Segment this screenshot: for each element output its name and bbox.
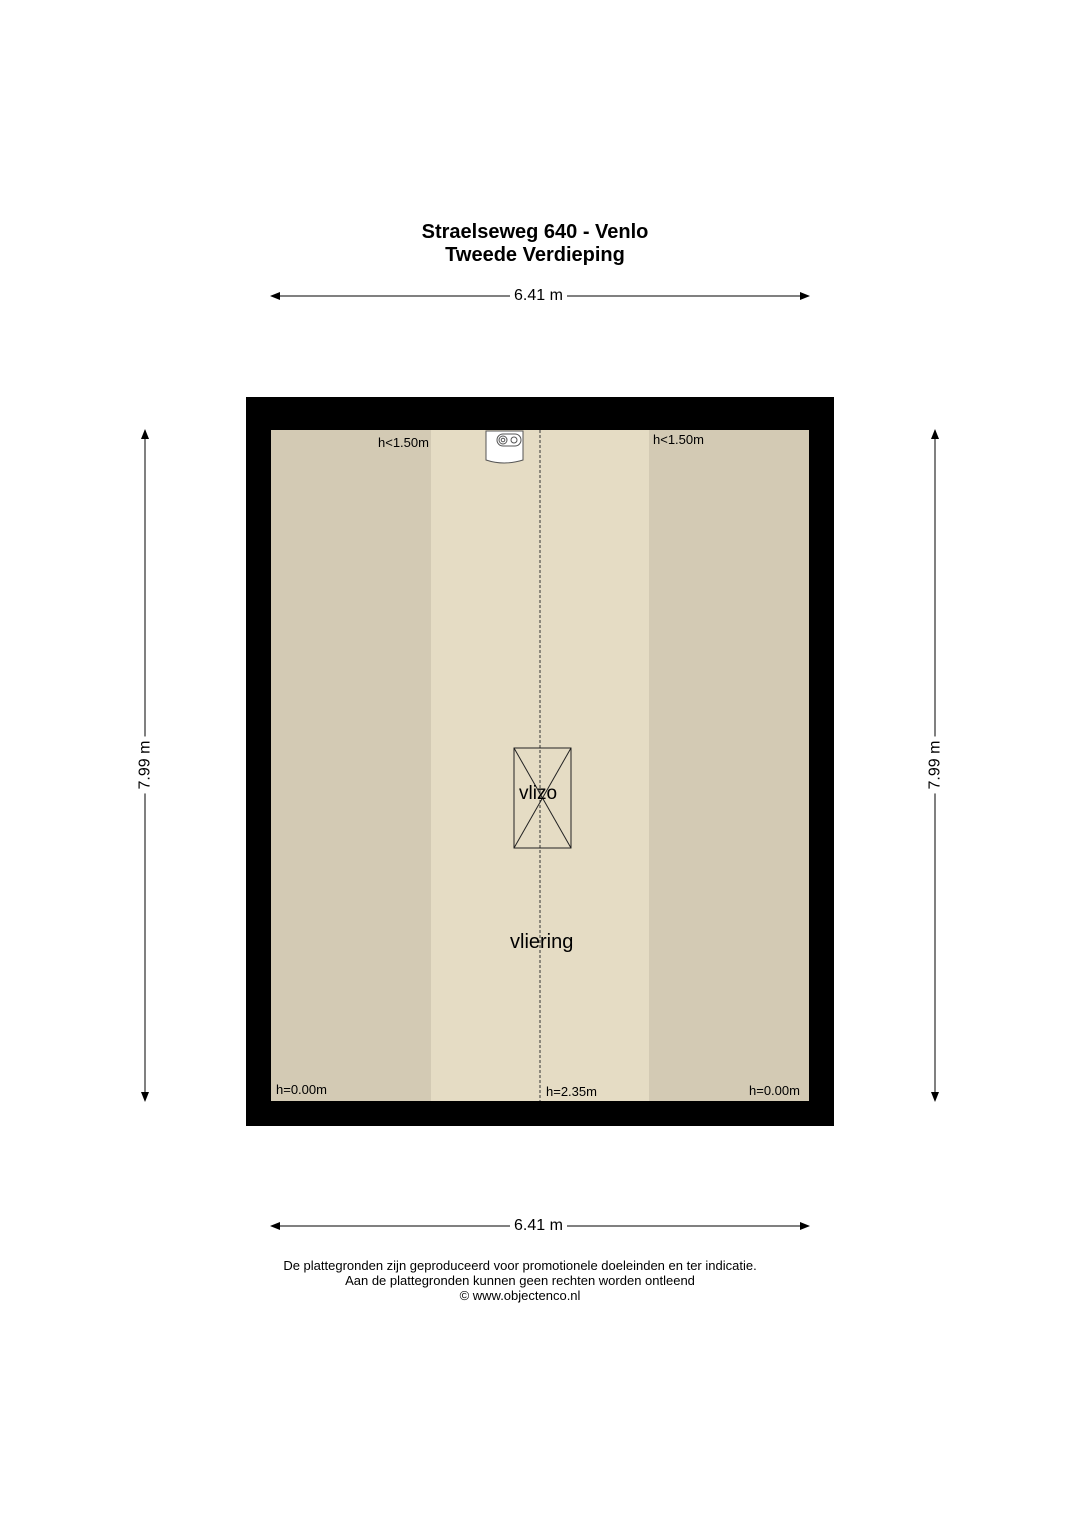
boiler-icon — [486, 431, 523, 463]
ceiling-height-bottom-right: h=0.00m — [749, 1083, 800, 1098]
ceiling-height-top-right: h<1.50m — [653, 432, 704, 447]
ceiling-height-bottom-left: h=0.00m — [276, 1082, 327, 1097]
disclaimer-line-1: De plattegronden zijn geproduceerd voor promotionele doeleinden en ter indicatie. — [283, 1258, 757, 1273]
floor-title: Tweede Verdieping — [445, 244, 625, 266]
right-height-label: 7.99 m — [926, 737, 944, 794]
disclaimer-line-2: Aan de plattegronden kunnen geen rechten worden ontleend — [345, 1273, 695, 1288]
room-label-vliering: vliering — [510, 931, 574, 953]
left-height-label: 7.99 m — [136, 737, 154, 794]
top-width-label: 6.41 m — [510, 287, 567, 305]
copyright-link[interactable]: © www.objectenco.nl — [459, 1288, 581, 1303]
address-title: Straelseweg 640 - Venlo — [421, 221, 649, 243]
low-ceiling-zone-left — [271, 430, 432, 1101]
ceiling-height-bottom-center: h=2.35m — [546, 1084, 597, 1099]
ceiling-height-top-left: h<1.50m — [378, 435, 429, 450]
hatch-label: vlizo — [519, 783, 558, 804]
bottom-width-label: 6.41 m — [510, 1217, 567, 1235]
low-ceiling-zone-right — [649, 430, 809, 1101]
